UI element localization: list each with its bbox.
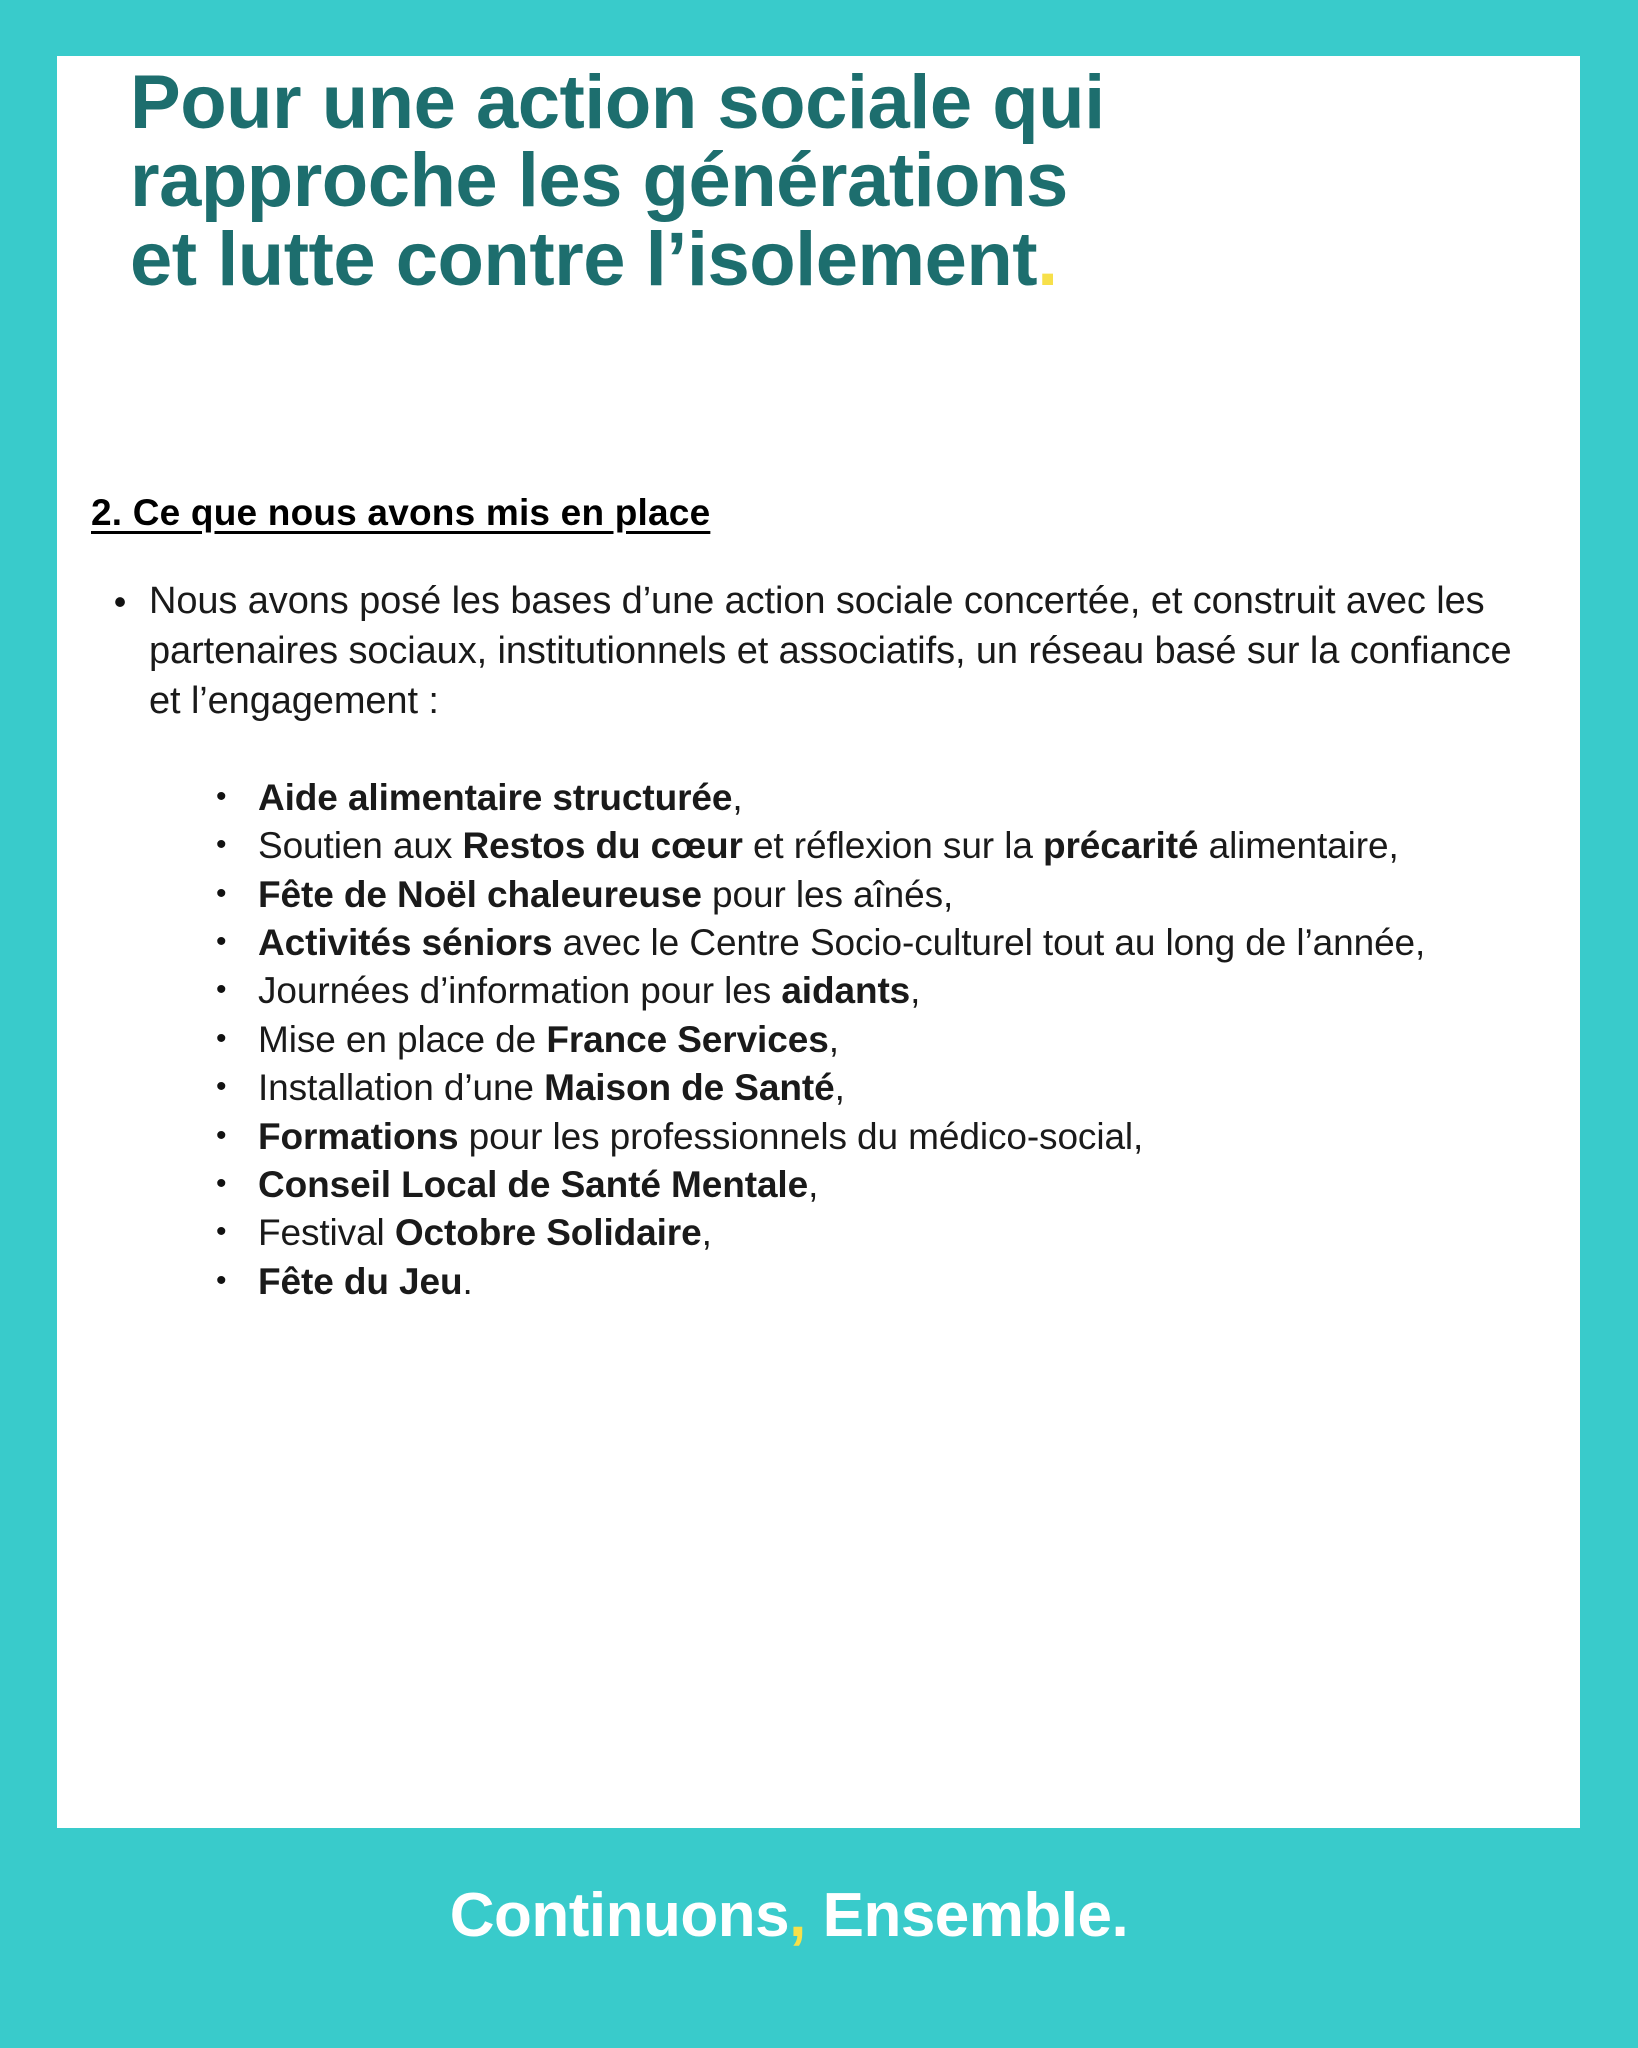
list-item (202, 1258, 1512, 1305)
list-item-label (258, 1113, 1512, 1160)
bullet-icon: • (216, 925, 227, 959)
list-item-plain: pour les aînés, (701, 873, 954, 915)
bullet-icon: • (113, 581, 127, 622)
list-item-plain: Journées d’information pour les (258, 970, 782, 1012)
list-item-emphasis: France Services (546, 1018, 829, 1060)
list-item-emphasis: Maison de Santé (544, 1067, 835, 1109)
list-item-plain: , (910, 970, 921, 1012)
list-item-plain: et réflexion sur la (742, 825, 1043, 867)
section-heading: 2. Ce que nous avons mis en place (91, 492, 711, 533)
footer-slogan-text (450, 1880, 1128, 1951)
list-item (202, 871, 1512, 918)
bullet-icon: • (216, 780, 227, 813)
bullet-icon: • (216, 1118, 227, 1152)
footer-word-continuons: Continuons (449, 1881, 790, 1950)
list-item-emphasis: Octobre Solidaire (394, 1212, 702, 1254)
bullet-icon: • (216, 1215, 227, 1249)
intro-paragraph: Nous avons posé les bases d’une action sociale concertée, et construit avec les partenaires sociaux, institutionnels et associatifs, un réseau basé sur la confiance et l’engagement : (149, 580, 1512, 723)
footer-word-ensemble: Ensemble. (805, 1881, 1129, 1950)
list-item (202, 919, 1512, 966)
list-item-plain: pour les professionnels du médico-social, (458, 1115, 1144, 1157)
bullet-icon: • (216, 1021, 227, 1055)
bullet-icon: • (216, 828, 227, 862)
intro-bullet-item (91, 576, 1541, 726)
list-item-plain: , (808, 1163, 819, 1205)
footer-accent-comma: , (789, 1881, 806, 1950)
list-item-plain: , (701, 1212, 712, 1254)
list-item-emphasis: Fête de Noël chaleureuse (258, 873, 702, 915)
footer-slogan (0, 1880, 1638, 1951)
bullet-icon: • (216, 1263, 227, 1297)
list-item-label (258, 822, 1512, 869)
list-item (202, 774, 1512, 821)
list-item (202, 1016, 1512, 1063)
list-item-plain: , (732, 777, 743, 818)
bullet-icon: • (216, 973, 227, 1007)
list-item-emphasis: Activités séniors (258, 922, 553, 964)
list-item-plain: , (828, 1018, 839, 1060)
list-item (202, 1161, 1512, 1208)
list-item-plain: Soutien aux (258, 825, 463, 867)
list-item-label (258, 871, 1512, 918)
list-item-label (258, 1209, 1512, 1256)
page-title-line-2: rapproche les générations (130, 138, 1068, 224)
page-title-line-1: Pour une action sociale qui (130, 60, 1105, 145)
list-item-plain: avec le Centre Socio-culturel tout au long de l’année, (552, 922, 1426, 964)
list-item-label (258, 774, 1512, 821)
page-title-accent-dot: . (1037, 216, 1058, 302)
list-item (202, 822, 1512, 869)
bullet-icon: • (216, 876, 227, 910)
list-item (202, 1209, 1512, 1256)
list-item-label (258, 1258, 1512, 1305)
content-card (57, 56, 1580, 1828)
list-item-label (258, 1016, 1512, 1063)
list-item-emphasis: aidants (781, 970, 911, 1012)
list-item (202, 1064, 1512, 1111)
list-item-label (258, 967, 1512, 1014)
list-item-emphasis: Formations (258, 1115, 459, 1157)
list-item-plain: alimentaire, (1198, 825, 1399, 867)
list-item-emphasis: Conseil Local de Santé Mentale (258, 1163, 809, 1205)
page-title (130, 60, 1530, 302)
list-item-emphasis: Restos du cœur (462, 825, 743, 867)
list-item-plain: Mise en place de (258, 1018, 547, 1060)
list-item (202, 967, 1512, 1014)
list-item-emphasis: précarité (1042, 825, 1199, 867)
initiatives-list (202, 774, 1512, 1306)
list-item-plain: . (462, 1260, 473, 1302)
list-item-label (258, 1161, 1512, 1208)
list-item-emphasis: Aide alimentaire structurée (258, 777, 733, 818)
list-item-label (258, 1064, 1512, 1111)
bullet-icon: • (216, 1166, 227, 1200)
list-item-plain: Festival (258, 1212, 395, 1254)
page-title-line-3: et lutte contre l’isolement (130, 216, 1038, 302)
list-item (202, 1113, 1512, 1160)
list-item-plain: , (834, 1067, 845, 1109)
list-item-emphasis: Fête du Jeu (258, 1260, 463, 1302)
list-item-label (258, 919, 1512, 966)
bullet-icon: • (216, 1070, 227, 1104)
list-item-plain: Installation d’une (258, 1067, 545, 1109)
